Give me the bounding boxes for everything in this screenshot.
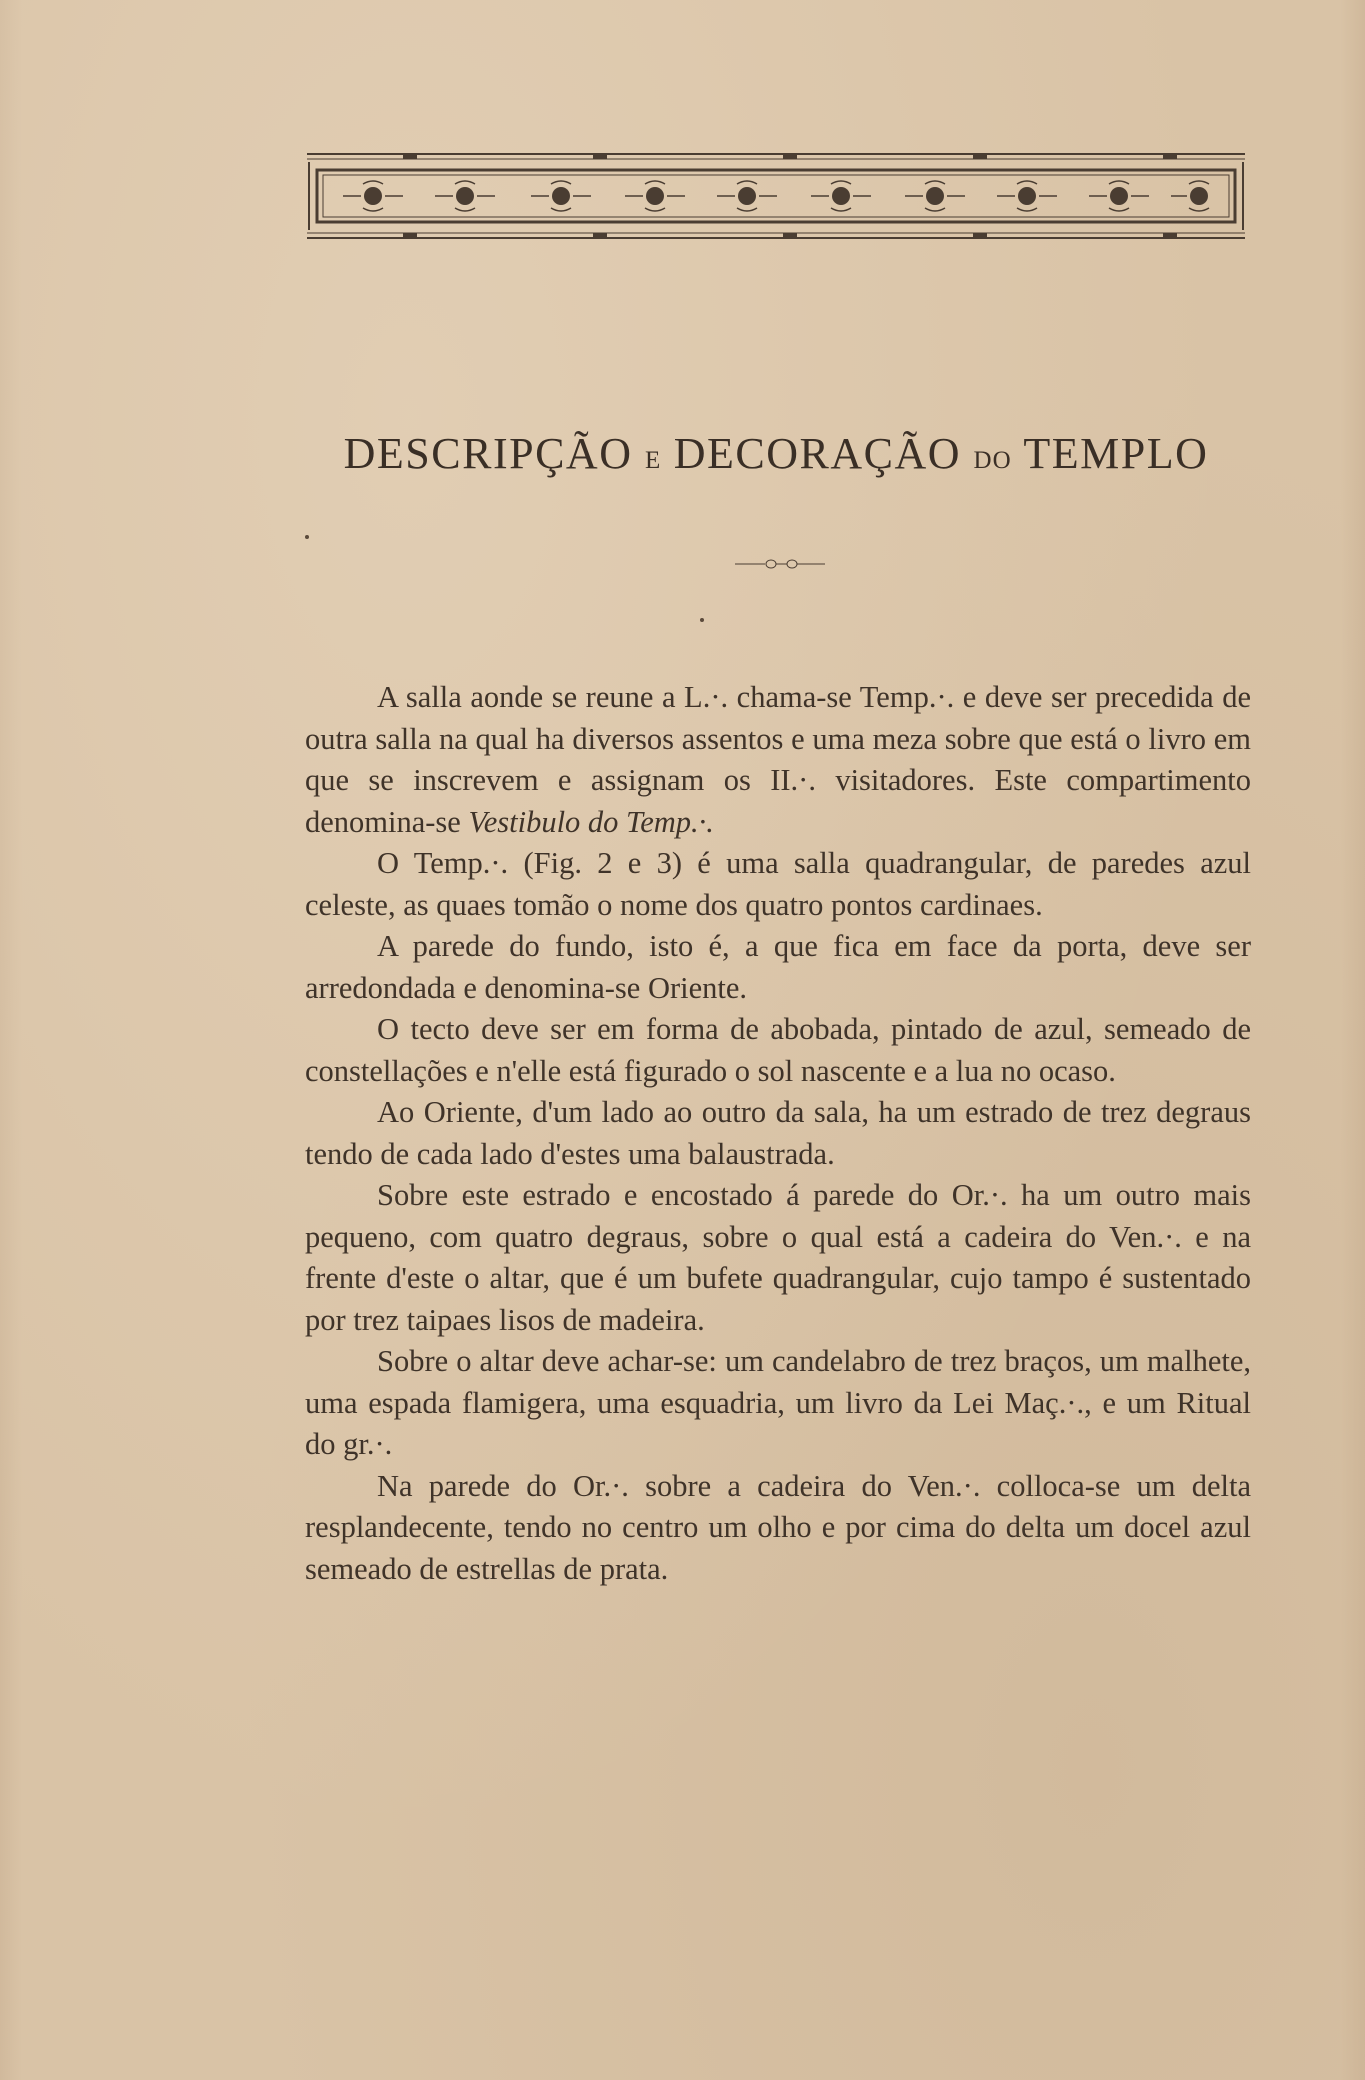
paragraph-6: Sobre este estrado e encostado á parede do Or.·. ha um outro mais pequeno, com quatro degraus, sobre o qual está a cadeira do Ven.·. e na frente d'este o altar, que é um bufete quadrangular, cujo tampo é sustentado por trez taipaes lisos de madeira. [305, 1178, 1251, 1337]
title-word-4: DO [973, 447, 1012, 474]
title-word-3: DECORAÇÃO [673, 429, 962, 478]
paragraph-7: Sobre o altar deve achar-se: um candelabro de trez braços, um malhete, uma espada flamigera, uma esquadria, um livro da Lei Maç.·., e um Ritual do gr.·. [305, 1344, 1251, 1461]
divider-ornament-icon [735, 556, 825, 572]
title-word-5: TEMPLO [1023, 429, 1209, 478]
decorative-border-icon [303, 148, 1249, 244]
paragraph-2: O Temp.·. (Fig. 2 e 3) é uma salla quadrangular, de paredes azul celeste, as quaes tomão o nome dos quatro pontos cardinaes. [305, 846, 1251, 922]
body-text [305, 677, 1251, 1590]
vestibulo-term: Vestibulo do Temp.·. [468, 804, 714, 839]
title-word-1: DESCRIPÇÃO [343, 429, 633, 478]
page-title [303, 428, 1249, 479]
paragraph-5: Ao Oriente, d'um lado ao outro da sala, ha um estrado de trez degraus tendo de cada lado d'estes uma balaustrada. [305, 1095, 1251, 1171]
paragraph-8: Na parede do Or.·. sobre a cadeira do Ven.·. colloca-se um delta resplandecente, tendo no centro um olho e por cima do delta um docel azul semeado de estrellas de prata. [305, 1468, 1251, 1586]
ink-speck [305, 535, 309, 539]
title-word-2: E [644, 447, 662, 474]
ink-speck [700, 618, 704, 622]
paragraph-1: A salla aonde se reune a L.·. chama-se Temp.·. e deve ser precedida de outra salla na qual ha diversos assentos e uma meza sobre que está o livro em que se inscrevem e assignam os II.·. visitadores. Este compartimento denomina-se Vestibulo do Temp.·. [305, 680, 1251, 839]
paragraph-3: A parede do fundo, isto é, a que fica em face da porta, deve ser arredondada e denomina-se Oriente. [305, 929, 1251, 1005]
paragraph-4: O tecto deve ser em forma de abobada, pintado de azul, semeado de constellações e n'elle está figurado o sol nascente e a lua no ocaso. [305, 1012, 1251, 1088]
